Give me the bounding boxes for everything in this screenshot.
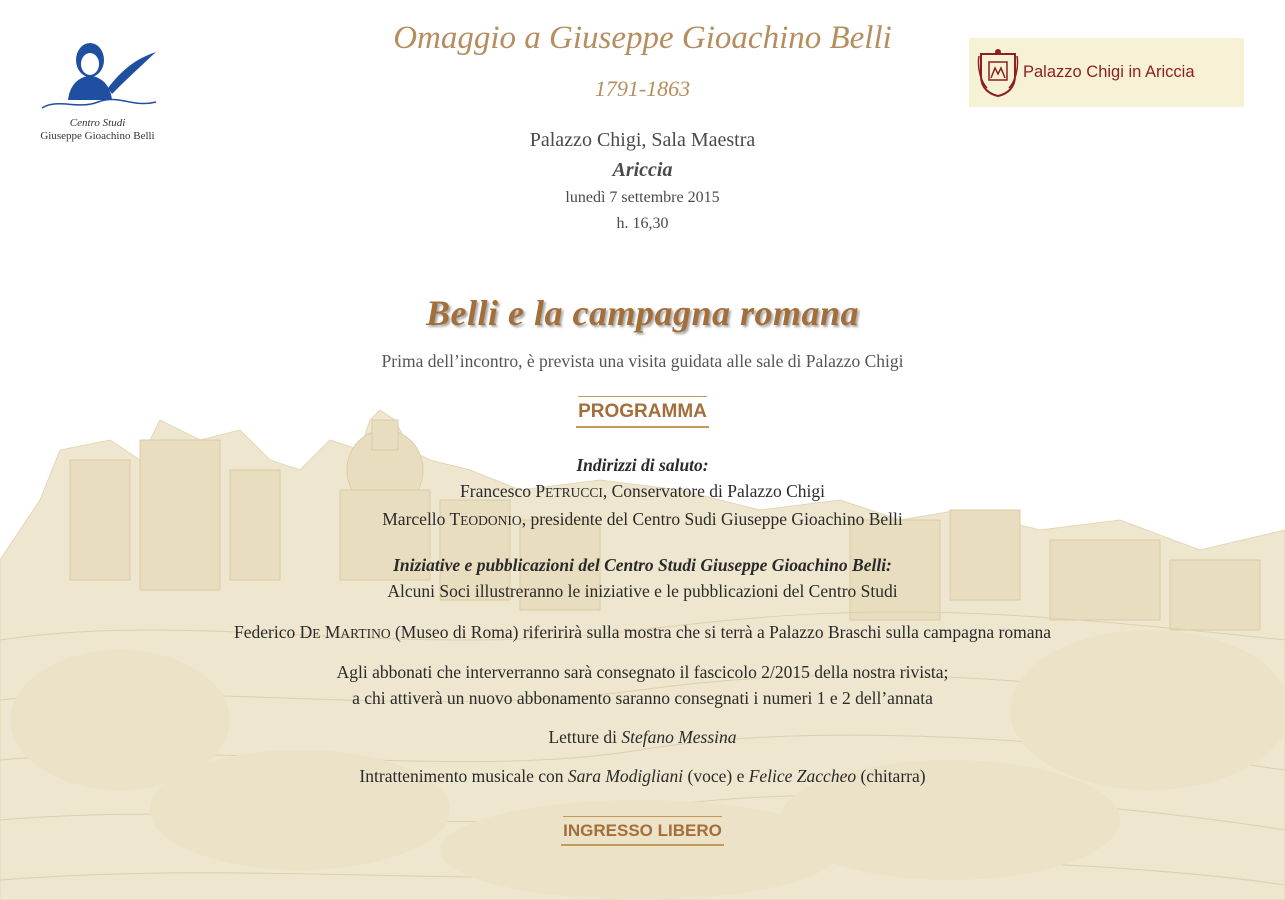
petrucci-role: , Conservatore di Palazzo Chigi [602, 481, 825, 501]
page-title: Omaggio a Giuseppe Gioachino Belli [393, 20, 892, 56]
greeting-petrucci [0, 478, 1285, 506]
initiatives-heading: Iniziative e pubblicazioni del Centro Studi Giuseppe Gioachino Belli: [393, 555, 892, 575]
teodonio-role: , presidente del Centro Sudi Giuseppe Gioachino Belli [521, 509, 903, 529]
martino-sc-2: ARTINO [340, 626, 391, 641]
subscribers-block [0, 659, 1285, 711]
greetings-heading: Indirizzi di saluto: [576, 455, 709, 475]
martino-initial-2: M [324, 622, 341, 642]
petrucci-initial: P [535, 481, 546, 501]
music-line [0, 763, 1285, 789]
music-prefix: Intrattenimento musicale con [359, 766, 568, 786]
music-name-2: Felice Zaccheo [748, 766, 857, 786]
teodonio-first-name: Marcello [382, 509, 450, 529]
martino-sc-1: E [312, 626, 321, 641]
programma-label: PROGRAMMA [576, 396, 709, 428]
initiatives-block [0, 552, 1285, 604]
event-date: lunedì 7 settembre 2015 [565, 189, 720, 206]
teodonio-surname: EODONIO [460, 513, 522, 528]
event-time: h. 16,30 [616, 215, 669, 232]
readings-line [0, 724, 1285, 750]
music-name-1: Sara Modigliani [567, 766, 684, 786]
readings-name: Stefano Messina [621, 727, 737, 747]
palazzo-chigi-name: Palazzo Chigi in Ariccia [1023, 63, 1195, 81]
music-suffix: (chitarra) [856, 766, 926, 786]
guided-visit-note: Prima dell’incontro, è prevista una visita guidata alle sale di Palazzo Chigi [381, 351, 904, 371]
music-mid: (voce) e [683, 766, 749, 786]
greeting-teodonio [0, 506, 1285, 534]
years: 1791-1863 [594, 76, 691, 101]
greetings-block [0, 452, 1285, 534]
ingresso-heading [0, 816, 1285, 846]
city: Ariccia [612, 159, 673, 181]
event-headline: Belli e la campagna romana [425, 293, 859, 333]
martino-initial-1: D [299, 622, 313, 642]
martino-line [0, 619, 1285, 647]
ingresso-label: INGRESSO LIBERO [561, 816, 724, 846]
programma-heading [0, 396, 1285, 428]
petrucci-first-name: Francesco [460, 481, 536, 501]
martino-description: (Museo di Roma) riferirirà sulla mostra che si terrà a Palazzo Braschi sulla campagna romana [390, 622, 1051, 642]
petrucci-surname: ETRUCCI [545, 485, 603, 500]
subscribers-line-1: Agli abbonati che interverranno sarà consegnato il fascicolo 2/2015 della nostra rivista; [336, 662, 949, 682]
logo-line-2: Giuseppe Gioachino Belli [40, 130, 155, 142]
initiatives-text: Alcuni Soci illustreranno le iniziative e le pubblicazioni del Centro Studi [387, 581, 898, 601]
teodonio-initial: T [449, 509, 461, 529]
readings-prefix: Letture di [548, 727, 622, 747]
logo-line-1: Centro Studi [69, 117, 126, 129]
martino-first-name: Federico [233, 622, 300, 642]
subscribers-line-2: a chi attiverà un nuovo abbonamento saranno consegnati i numeri 1 e 2 dell’annata [352, 688, 933, 708]
venue: Palazzo Chigi, Sala Maestra [529, 129, 756, 151]
